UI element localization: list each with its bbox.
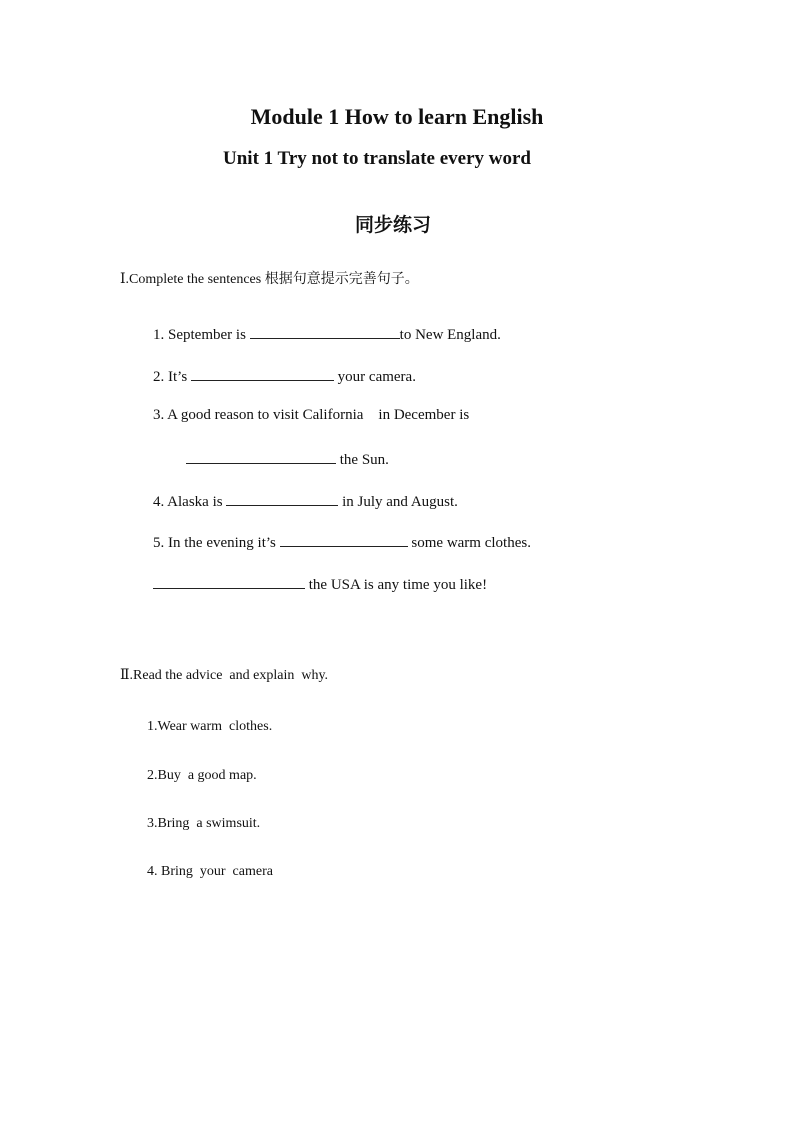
exercise-item-2 bbox=[153, 366, 416, 386]
item-2-before: 2. It’s bbox=[153, 369, 188, 385]
advice-item-1-text: 1.Wear warm clothes. bbox=[147, 719, 273, 734]
item-4-before: 4. Alaska is bbox=[153, 494, 223, 510]
section-2-numeral: Ⅱ bbox=[120, 668, 130, 683]
practice-heading bbox=[355, 210, 431, 237]
item-5-after: some warm clothes. bbox=[411, 535, 531, 551]
answer-blank-5[interactable] bbox=[280, 532, 408, 547]
advice-item-1 bbox=[147, 719, 272, 735]
exercise-item-6 bbox=[153, 574, 487, 594]
exercise-item-3-continued bbox=[186, 449, 389, 469]
unit-title-text: Unit 1 Try not to translate every word bbox=[223, 148, 531, 169]
item-5-before: 5. In the evening it’s bbox=[153, 535, 276, 551]
item-3-after: the Sun. bbox=[339, 452, 389, 468]
answer-blank-4[interactable] bbox=[226, 491, 338, 506]
exercise-item-3 bbox=[153, 407, 469, 424]
item-1-after: to New England. bbox=[399, 327, 501, 343]
advice-item-4 bbox=[147, 864, 273, 880]
advice-item-2-text: 2.Buy a good map. bbox=[147, 768, 257, 783]
page-title bbox=[0, 104, 794, 130]
item-1-before: 1. September is bbox=[153, 327, 246, 343]
answer-blank-6[interactable] bbox=[153, 574, 305, 589]
item-3-before: 3. A good reason to visit California in December is bbox=[153, 407, 470, 423]
advice-item-3-text: 3.Bring a swimsuit. bbox=[147, 816, 261, 831]
item-4-after: in July and August. bbox=[342, 494, 458, 510]
answer-blank-3[interactable] bbox=[186, 449, 336, 464]
advice-item-2 bbox=[147, 768, 257, 784]
item-2-after: your camera. bbox=[337, 369, 416, 385]
exercise-item-1 bbox=[153, 324, 501, 344]
exercise-item-5 bbox=[153, 532, 531, 552]
section-1-heading bbox=[120, 268, 419, 288]
section-1-heading-cn: 根据句意提示完善句子。 bbox=[264, 271, 419, 287]
section-2-heading-text: .Read the advice and explain why. bbox=[129, 668, 329, 683]
section-1-numeral: Ⅰ bbox=[120, 272, 126, 287]
advice-item-3 bbox=[147, 816, 260, 832]
practice-heading-text: 同步练习 bbox=[355, 214, 432, 236]
answer-blank-2[interactable] bbox=[191, 366, 334, 381]
section-1-heading-text: .Complete the sentences bbox=[125, 272, 262, 287]
unit-title bbox=[223, 148, 531, 170]
exercise-item-4 bbox=[153, 491, 458, 511]
advice-item-4-text: 4. Bring your camera bbox=[147, 864, 273, 879]
page-title-text: Module 1 How to learn English bbox=[250, 104, 544, 129]
answer-blank-1[interactable] bbox=[250, 324, 400, 339]
item-6-after: the USA is any time you like! bbox=[308, 577, 488, 593]
section-2-heading bbox=[120, 667, 328, 684]
